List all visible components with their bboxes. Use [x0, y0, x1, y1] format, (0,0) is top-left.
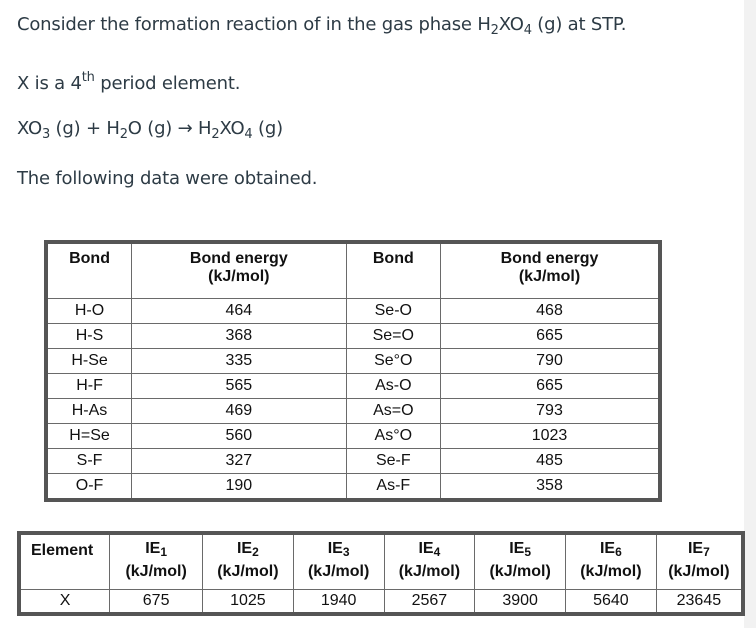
ie-header: $IE_7$ (kJ/mol) — [656, 533, 743, 590]
energy-cell: 790 — [441, 349, 660, 374]
table-row — [46, 324, 660, 349]
ie-value-cell: 2567 — [384, 590, 475, 615]
energy-cell: 335 — [132, 349, 346, 374]
question-line-1: Consider the formation reaction of in the gas phase $H_2XO_4$ (g) at STP. — [17, 14, 627, 38]
table-row — [19, 590, 743, 615]
ie-header: $IE_6$ (kJ/mol) — [566, 533, 657, 590]
ie-table-header-row — [19, 533, 743, 590]
bond-energy-table — [44, 240, 662, 502]
bond-cell: Se=O — [346, 324, 440, 349]
ie-header: $IE_1$ (kJ/mol) — [110, 533, 203, 590]
question-line-4: The following data were obtained. — [17, 168, 318, 189]
table-row — [46, 449, 660, 474]
bond-cell: As-F — [346, 474, 440, 501]
ie-header: $IE_5$ (kJ/mol) — [475, 533, 566, 590]
element-header: Element — [19, 533, 110, 590]
bond-cell: H=Se — [46, 424, 132, 449]
bond-cell: H-As — [46, 399, 132, 424]
bond-header: Bond — [46, 242, 132, 299]
bond-cell: S-F — [46, 449, 132, 474]
table-row — [46, 399, 660, 424]
reaction-equation: $XO_3$ $(g) + H_2O$ $(g) \to H_2XO_4$ (g) — [17, 118, 283, 142]
table-row — [46, 349, 660, 374]
bond-cell: As-O — [346, 374, 440, 399]
bond-energy-header: Bond energy (kJ/mol) — [132, 242, 346, 299]
question-line-2: X is a 4th period element. — [17, 70, 241, 94]
bond-cell: Se-O — [346, 299, 440, 324]
energy-cell: 665 — [441, 324, 660, 349]
energy-cell: 665 — [441, 374, 660, 399]
bond-cell: H-O — [46, 299, 132, 324]
energy-cell: 485 — [441, 449, 660, 474]
ie-value-cell: 5640 — [566, 590, 657, 615]
energy-cell: 327 — [132, 449, 346, 474]
table-row — [46, 474, 660, 501]
table-row — [46, 299, 660, 324]
ionization-energy-table — [17, 531, 745, 616]
element-cell: X — [19, 590, 110, 615]
bond-cell: H-Se — [46, 349, 132, 374]
energy-cell: 368 — [132, 324, 346, 349]
energy-cell: 565 — [132, 374, 346, 399]
energy-cell: 1023 — [441, 424, 660, 449]
ie-value-cell: 3900 — [475, 590, 566, 615]
energy-cell: 358 — [441, 474, 660, 501]
bond-energy-header-2: Bond energy (kJ/mol) — [441, 242, 660, 299]
bond-cell: O-F — [46, 474, 132, 501]
bond-table-header-row — [46, 242, 660, 299]
energy-cell: 190 — [132, 474, 346, 501]
bond-cell: H-F — [46, 374, 132, 399]
bond-cell: H-S — [46, 324, 132, 349]
ie-value-cell: 23645 — [656, 590, 743, 615]
energy-cell: 560 — [132, 424, 346, 449]
energy-cell: 469 — [132, 399, 346, 424]
energy-cell: 468 — [441, 299, 660, 324]
bond-cell: Se°O — [346, 349, 440, 374]
ie-header: $IE_2$ (kJ/mol) — [203, 533, 294, 590]
bond-cell: As=O — [346, 399, 440, 424]
bond-header-2: Bond — [346, 242, 440, 299]
energy-cell: 793 — [441, 399, 660, 424]
energy-cell: 464 — [132, 299, 346, 324]
ie-value-cell: 675 — [110, 590, 203, 615]
table-row — [46, 424, 660, 449]
ie-header: $IE_4$ (kJ/mol) — [384, 533, 475, 590]
bond-cell: As°O — [346, 424, 440, 449]
ie-value-cell: 1940 — [293, 590, 384, 615]
bond-cell: Se-F — [346, 449, 440, 474]
ie-header: $IE_3$ (kJ/mol) — [293, 533, 384, 590]
right-scrollbar[interactable] — [744, 0, 756, 628]
ie-value-cell: 1025 — [203, 590, 294, 615]
table-row — [46, 374, 660, 399]
